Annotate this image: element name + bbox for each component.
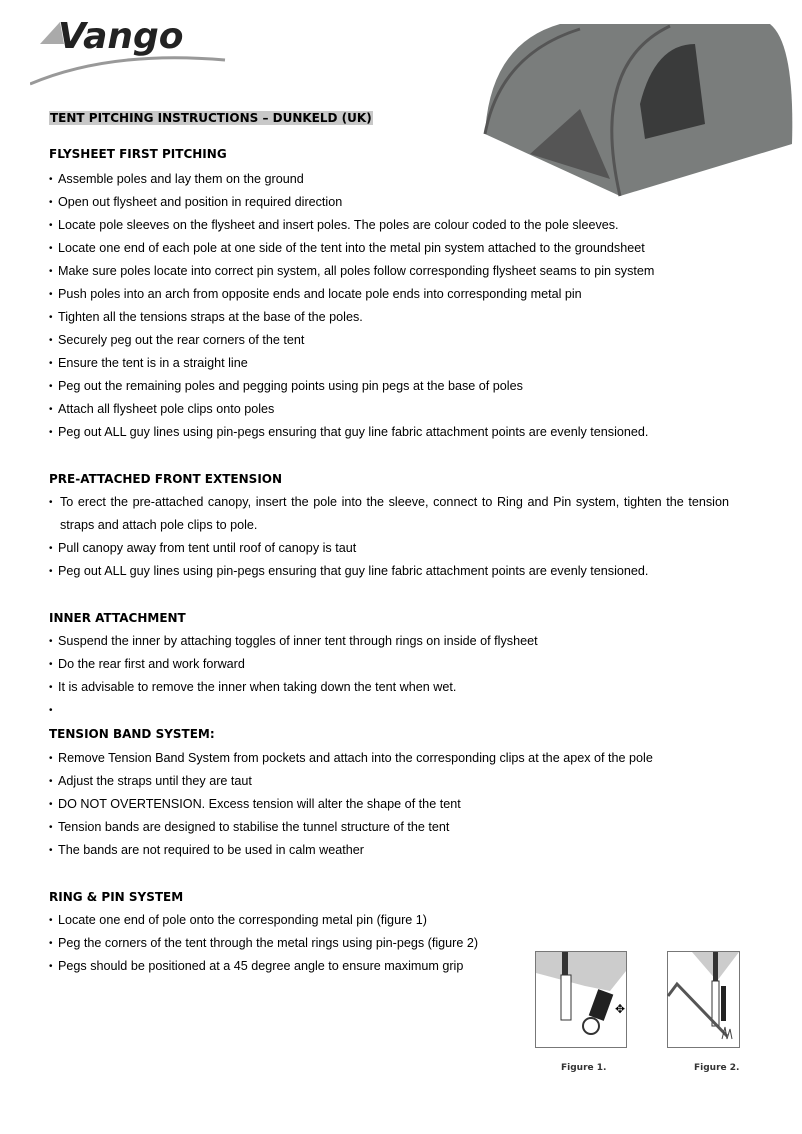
svg-text:✥: ✥ <box>615 1002 626 1016</box>
vango-logo <box>30 14 230 94</box>
list-item: • Pull canopy away from tent until roof of canopy is taut <box>49 537 729 560</box>
list-item: • Locate pole sleeves on the flysheet and insert poles. The poles are colour coded to the pole sleeves. <box>49 214 749 237</box>
figure-1-caption: Figure 1. <box>561 1063 607 1073</box>
section-heading: TENSION BAND SYSTEM: <box>49 727 215 741</box>
list-item <box>49 699 749 722</box>
tension-list <box>49 747 749 862</box>
list-item: • It is advisable to remove the inner when taking down the tent when wet. <box>49 676 749 699</box>
list-item: • Pegs should be positioned at a 45 degree angle to ensure maximum grip <box>49 955 749 978</box>
figure-2-image <box>667 951 740 1048</box>
ring-pin-list <box>49 909 749 978</box>
section-heading: FLYSHEET FIRST PITCHING <box>49 147 227 161</box>
list-item: • Locate one end of each pole at one side of the tent into the metal pin system attached to the groundsheet <box>49 237 749 260</box>
list-item: • DO NOT OVERTENSION. Excess tension will alter the shape of the tent <box>49 793 749 816</box>
list-item: • Securely peg out the rear corners of the tent <box>49 329 749 352</box>
list-item: • Suspend the inner by attaching toggles of inner tent through rings on inside of flysheet <box>49 630 749 653</box>
list-item: • Tighten all the tensions straps at the base of the poles. <box>49 306 749 329</box>
svg-text:Vango: Vango <box>58 16 184 57</box>
list-item: • Peg out ALL guy lines using pin-pegs ensuring that guy line fabric attachment points are evenly tensioned. <box>49 560 729 583</box>
extension-list <box>49 491 729 583</box>
list-item: • Ensure the tent is in a straight line <box>49 352 749 375</box>
list-item: • Peg out ALL guy lines using pin-pegs ensuring that guy line fabric attachment points are evenly tensioned. <box>49 421 749 444</box>
list-item: • Make sure poles locate into correct pin system, all poles follow corresponding flysheet seams to pin system <box>49 260 749 283</box>
figure-1-image <box>535 951 627 1048</box>
list-item: • Peg the corners of the tent through the metal rings using pin-pegs (figure 2) <box>49 932 749 955</box>
inner-list <box>49 630 749 722</box>
list-item: • Peg out the remaining poles and pegging points using pin pegs at the base of poles <box>49 375 749 398</box>
section-heading: INNER ATTACHMENT <box>49 611 186 625</box>
list-item: • To erect the pre-attached canopy, insert the pole into the sleeve, connect to Ring and Pin system, tighten the tension straps and attach pole clips to pole. <box>49 491 729 537</box>
list-item: • Push poles into an arch from opposite ends and locate pole ends into corresponding metal pin <box>49 283 749 306</box>
section-heading: PRE-ATTACHED FRONT EXTENSION <box>49 472 283 486</box>
list-item: • Do the rear first and work forward <box>49 653 749 676</box>
list-item: • The bands are not required to be used in calm weather <box>49 839 749 862</box>
flysheet-list <box>49 168 749 444</box>
list-item: • Tension bands are designed to stabilise the tunnel structure of the tent <box>49 816 749 839</box>
list-item: • Locate one end of pole onto the corresponding metal pin (figure 1) <box>49 909 749 932</box>
figure-2-caption: Figure 2. <box>694 1063 740 1073</box>
list-item: • Adjust the straps until they are taut <box>49 770 749 793</box>
list-item: • Assemble poles and lay them on the ground <box>49 168 749 191</box>
section-heading: RING & PIN SYSTEM <box>49 890 184 904</box>
list-item: • Open out flysheet and position in required direction <box>49 191 749 214</box>
list-item: • Attach all flysheet pole clips onto poles <box>49 398 749 421</box>
document-title <box>49 111 373 125</box>
title-text: TENT PITCHING INSTRUCTIONS – DUNKELD (UK) <box>50 111 372 125</box>
list-item: • Remove Tension Band System from pockets and attach into the corresponding clips at the apex of the pole <box>49 747 749 770</box>
